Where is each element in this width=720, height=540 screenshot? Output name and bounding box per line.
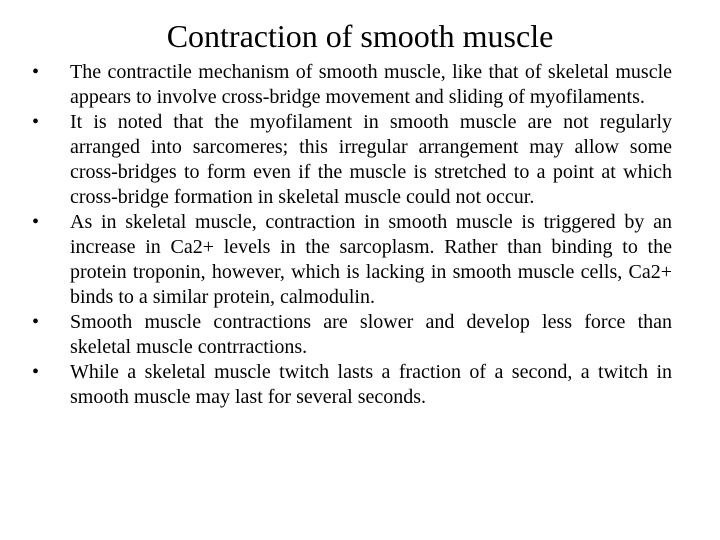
bullet-item — [32, 110, 672, 210]
slide-title: Contraction of smooth muscle — [166, 18, 554, 54]
bullet-marker: • — [32, 211, 40, 233]
bullet-marker: • — [32, 361, 40, 383]
bullet-text: As in skeletal muscle, contraction in smooth muscle is triggered by an increase in Ca2+ levels in the sarcoplasm. Rather than binding to the protein troponin, however, which is lacking in smooth muscle cells, Ca2+ binds to a similar protein, calmodulin. — [70, 211, 672, 308]
bullet-item — [32, 60, 672, 110]
bullet-item — [32, 360, 672, 410]
bullet-marker: • — [32, 311, 40, 333]
bullet-list — [32, 60, 672, 410]
bullet-marker: • — [32, 111, 40, 133]
bullet-text: Smooth muscle contractions are slower and develop less force than skeletal muscle contrractions. — [70, 311, 672, 358]
bullet-text: The contractile mechanism of smooth muscle, like that of skeletal muscle appears to involve cross-bridge movement and sliding of myofilaments. — [70, 61, 672, 108]
bullet-marker: • — [32, 61, 40, 83]
bullet-text: While a skeletal muscle twitch lasts a fraction of a second, a twitch in smooth muscle may last for several seconds. — [70, 361, 672, 408]
bullet-item — [32, 210, 672, 310]
bullet-text: It is noted that the myofilament in smooth muscle are not regularly arranged into sarcomeres; this irregular arrangement may allow some cross-bridges to form even if the muscle is stretched to a point at which cross-bridge formation in skeletal muscle could not occur. — [70, 111, 672, 208]
bullet-item — [32, 310, 672, 360]
